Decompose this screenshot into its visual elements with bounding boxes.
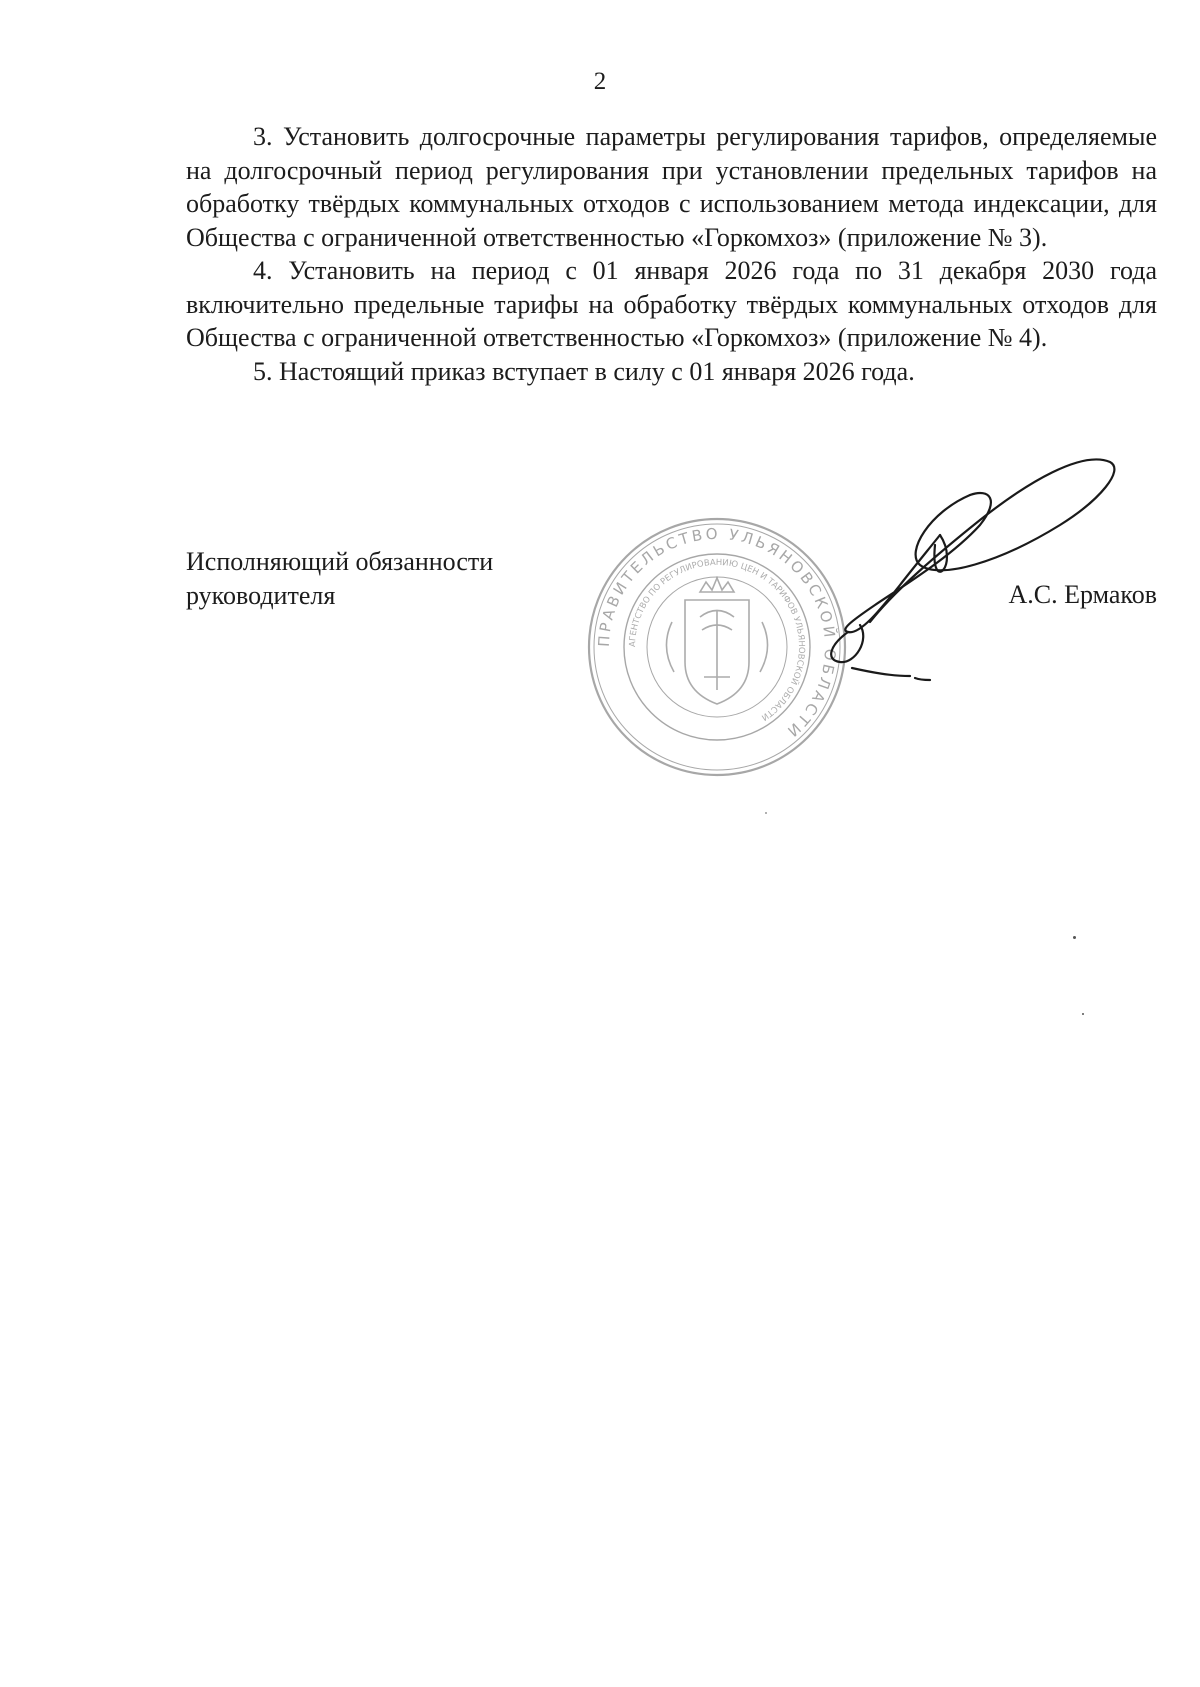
document-body [186,120,1157,388]
signatory-name: А.С. Ермаков [1008,580,1157,609]
coat-of-arms-emblem [666,578,767,704]
page-number: 2 [593,68,607,95]
signatory-role-line2: руководителя [186,580,336,610]
scan-speck [765,812,767,814]
signatory-role-line1: Исполняющий обязанности [186,547,494,576]
signatory-role [186,545,566,612]
paragraph-item-4: 4. Установить на период с 01 января 2026 года по 31 декабря 2030 года включительно предельные тарифы на обработку твёрдых коммунальных отходов для Общества с ограниченной ответственностью «Горкомхоз» (приложение № 4). [186,256,1157,352]
stamp-outer-text: ПРАВИТЕЛЬСТВО УЛЬЯНОВСКОЙ ОБЛАСТИ [594,524,840,743]
paragraph-item-3: 3. Установить долгосрочные параметры регулирования тарифов, определяемые на долгосрочный период регулирования при установлении предельных тарифов на обработку твёрдых коммунальных отходов с использованием метода индексации, для Общества с ограниченной ответственностью «Горкомхоз» (приложение № 3). [186,122,1157,252]
paragraph-item-5: 5. Настоящий приказ вступает в силу с 01 января 2026 года. [253,356,915,386]
scan-speck [1082,1013,1084,1015]
scan-speck [1073,936,1076,939]
stamp-inner-text: АГЕНТСТВО ПО РЕГУЛИРОВАНИЮ ЦЕН И ТАРИФОВ УЛЬЯНОВСКОЙ ОБЛАСТИ [627,557,807,723]
